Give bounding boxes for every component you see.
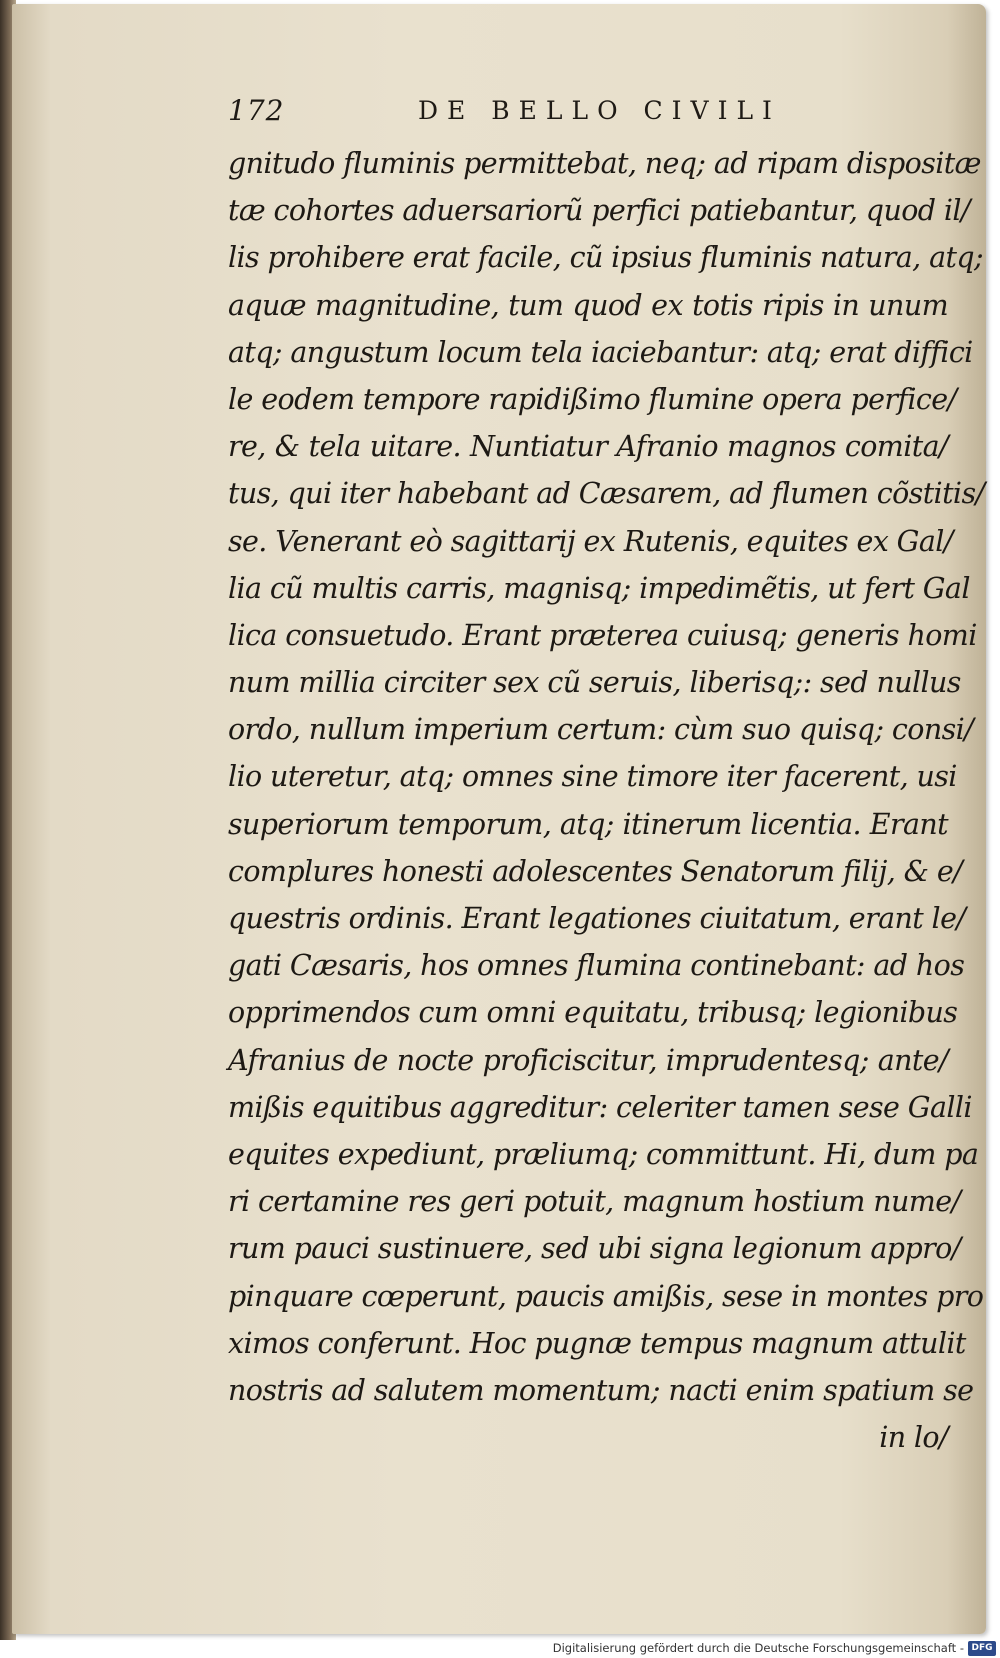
text-line: complures honesti adolescentes Senatorum filij, & e/ — [228, 854, 963, 888]
catchword: in lo/ — [879, 1421, 948, 1455]
page-number: 172 — [228, 94, 285, 127]
text-line: num millia circiter sex cũ seruis, liberisq;: sed nullus — [228, 666, 961, 700]
text-line: lica consuetudo. Erant præterea cuiusq; generis homi — [228, 618, 977, 652]
text-line: questris ordinis. Erant legationes ciuitatum, erant le/ — [228, 902, 966, 935]
text-line: ordo, nullum imperium certum: cùm suo quisq; consi/ — [228, 713, 974, 747]
text-line: tus, qui iter habebant ad Cæsarem, ad flumen cõstitis/ — [228, 477, 985, 511]
text-line: rum pauci sustinuere, sed ubi signa legionum appro/ — [228, 1232, 961, 1266]
running-head — [228, 94, 998, 134]
text-line: aquæ magnitudine, tum quod ex totis ripis in unum — [228, 288, 948, 322]
text-line: re, & tela uitare. Nuntiatur Afranio magnos comita/ — [228, 430, 948, 464]
funding-credit: Digitalisierung gefördert durch die Deutsche Forschungsgemeinschaft - — [552, 1641, 964, 1655]
dfg-logo-icon: DFG — [968, 1641, 996, 1656]
text-line: Afranius de nocte proficiscitur, imprudentesq; ante/ — [228, 1043, 948, 1077]
text-line: lis prohibere erat facile, cũ ipsius fluminis natura, atq; — [228, 241, 983, 275]
text-line: opprimendos cum omni equitatu, tribusq; legionibus — [228, 996, 958, 1030]
body-text — [228, 140, 985, 1461]
text-line: pinquare cœperunt, paucis amißis, sese in montes pro — [228, 1279, 984, 1313]
text-line: le eodem tempore rapidißimo flumine opera perfice/ — [228, 382, 957, 416]
text-line: ri certamine res geri potuit, magnum hostium nume/ — [228, 1185, 961, 1219]
text-line: mißis equitibus aggreditur: celeriter tamen sese Galli — [228, 1090, 972, 1124]
text-line: equites expediunt, præliumq; committunt. Hi, dum pa — [228, 1137, 979, 1171]
text-line: gnitudo fluminis permittebat, neq; ad ripam dispositæ — [228, 147, 981, 180]
running-title: DE BELLO CIVILI — [418, 96, 781, 125]
text-line: superiorum temporum, atq; itinerum licentia. Erant — [228, 807, 948, 841]
text-line: nostris ad salutem momentum; nacti enim spatium se — [228, 1373, 974, 1407]
text-line: lio uteretur, atq; omnes sine timore iter facerent, usi — [228, 760, 957, 794]
text-line: gati Cæsaris, hos omnes flumina continebant: ad hos — [228, 949, 965, 983]
text-line: se. Venerant eò sagittarij ex Rutenis, equites ex Gal/ — [228, 524, 953, 558]
text-line: lia cũ multis carris, magnisq; impedimẽtis, ut fert Gal — [228, 571, 970, 605]
text-line: tæ cohortes aduersariorũ perfici patiebantur, quod il/ — [228, 194, 970, 228]
footer-bar — [0, 1640, 1000, 1658]
text-line: atq; angustum locum tela iaciebantur: atq; erat diffici — [228, 335, 973, 369]
text-line: ximos conferunt. Hoc pugnæ tempus magnum attulit — [228, 1326, 966, 1360]
